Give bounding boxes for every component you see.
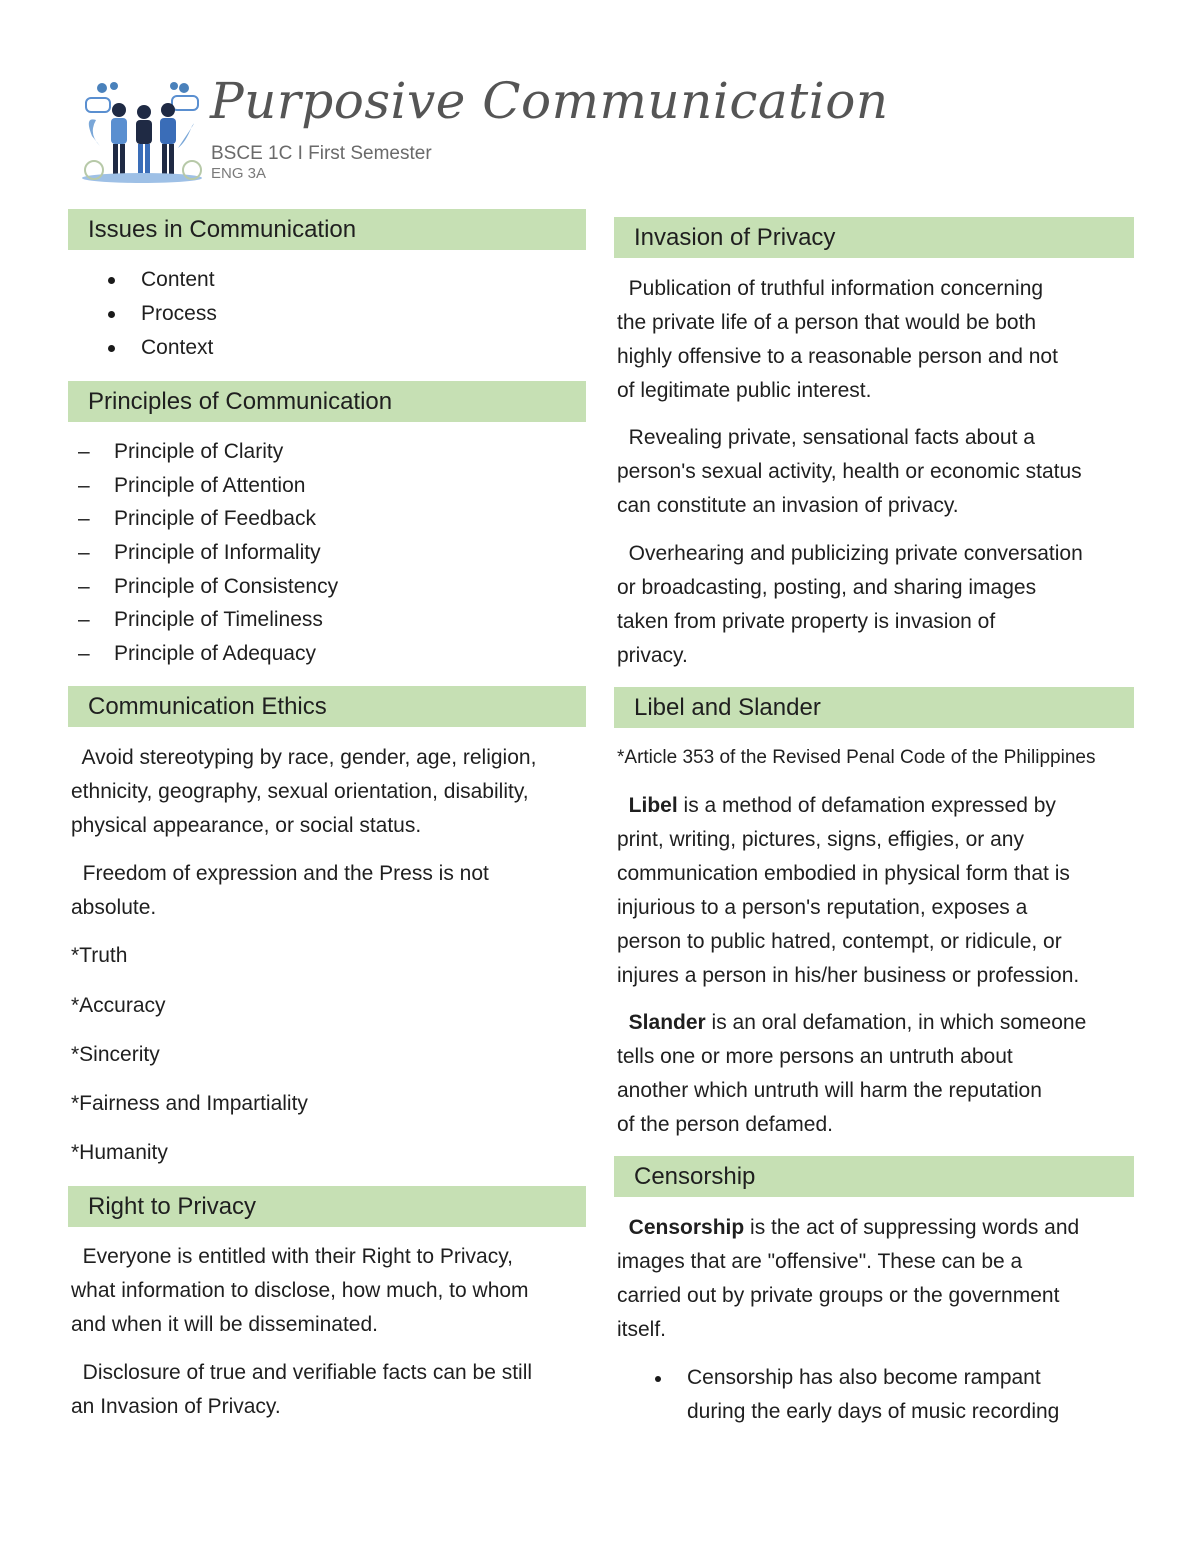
censorship-bullet: Censorship has also become rampant during the early days of music recording bbox=[687, 1366, 1060, 1423]
privacy-paragraph-1: Everyone is entitled with their Right to Privacy, what information to disclose, how much, to whom and when it will be disseminated. bbox=[71, 1245, 529, 1336]
section-heading-right-to-privacy: Right to Privacy bbox=[68, 1186, 586, 1227]
ethics-paragraph-1: Avoid stereotyping by race, gender, age, religion, ethnicity, geography, sexual orientation, disability, physical appearance, or social status. bbox=[71, 746, 537, 837]
ethics-paragraph-2: Freedom of expression and the Press is not absolute. bbox=[71, 862, 489, 919]
list-item: Content bbox=[141, 268, 215, 291]
section-heading-principles: Principles of Communication bbox=[68, 381, 586, 422]
list-item: Principle of Consistency bbox=[114, 575, 339, 598]
course-code: ENG 3A bbox=[211, 165, 267, 182]
ethics-value: *Fairness and Impartiality bbox=[71, 1092, 308, 1115]
list-item: Context bbox=[141, 336, 214, 359]
list-item: Principle of Adequacy bbox=[114, 642, 316, 665]
ethics-value: *Accuracy bbox=[71, 994, 166, 1017]
privacy-paragraph-2: Disclosure of true and verifiable facts can be still an Invasion of Privacy. bbox=[71, 1361, 533, 1418]
bullet-icon bbox=[108, 311, 115, 318]
dash-icon: – bbox=[78, 541, 90, 564]
dash-icon: – bbox=[78, 642, 90, 665]
section-heading-issues: Issues in Communication bbox=[68, 209, 586, 250]
people-communication-logo bbox=[74, 76, 210, 184]
ethics-value: *Humanity bbox=[71, 1141, 168, 1164]
list-item: Principle of Informality bbox=[114, 541, 321, 564]
document-header bbox=[74, 72, 889, 187]
dash-icon: – bbox=[78, 474, 90, 497]
ethics-value: *Sincerity bbox=[71, 1043, 160, 1066]
invasion-paragraph-3: Overhearing and publicizing private conversation or broadcasting, posting, and sharing images taken from private property is invasion of privacy. bbox=[617, 542, 1083, 667]
dash-icon: – bbox=[78, 575, 90, 598]
list-item: Principle of Feedback bbox=[114, 507, 316, 530]
section-heading-libel-slander: Libel and Slander bbox=[614, 687, 1134, 728]
censorship-term: Censorship bbox=[628, 1216, 745, 1239]
dash-icon: – bbox=[78, 440, 90, 463]
list-item: Principle of Clarity bbox=[114, 440, 284, 463]
section-heading-censorship: Censorship bbox=[614, 1156, 1134, 1197]
censorship-paragraph: Censorship is the act of suppressing words and images that are "offensive". These can be a carried out by private groups or the government itself. bbox=[617, 1216, 1080, 1341]
slander-term: Slander bbox=[628, 1011, 706, 1034]
dash-icon: – bbox=[78, 608, 90, 631]
bullet-icon bbox=[108, 345, 115, 352]
libel-paragraph: Libel is a method of defamation expressed by print, writing, pictures, signs, effigies, or any communication embodied in physical form that is injurious to a person's reputation, exposes a person to public hatred, contempt, or ridicule, or injures a person in his/her business or profession. bbox=[617, 794, 1080, 987]
list-item: Process bbox=[141, 302, 217, 325]
document-title: Purposive Communication bbox=[210, 72, 889, 130]
dash-icon: – bbox=[78, 507, 90, 530]
article-reference: *Article 353 of the Revised Penal Code of the Philippines bbox=[617, 747, 1096, 768]
bullet-icon bbox=[108, 277, 115, 284]
section-heading-ethics: Communication Ethics bbox=[68, 686, 586, 727]
slander-paragraph: Slander is an oral defamation, in which someone tells one or more persons an untruth about another which untruth will harm the reputation of the person defamed. bbox=[617, 1011, 1087, 1136]
ethics-value: *Truth bbox=[71, 944, 128, 967]
bullet-icon bbox=[655, 1376, 661, 1382]
libel-term: Libel bbox=[628, 794, 678, 817]
document-subtitle: BSCE 1C I First Semester bbox=[211, 143, 432, 164]
invasion-paragraph-2: Revealing private, sensational facts about a person's sexual activity, health or economic status can constitute an invasion of privacy. bbox=[617, 426, 1082, 517]
section-heading-invasion: Invasion of Privacy bbox=[614, 217, 1134, 258]
list-item: Principle of Attention bbox=[114, 474, 306, 497]
list-item: Principle of Timeliness bbox=[114, 608, 323, 631]
invasion-paragraph-1: Publication of truthful information concerning the private life of a person that would be both highly offensive to a reasonable person and not of legitimate public interest. bbox=[617, 277, 1058, 402]
